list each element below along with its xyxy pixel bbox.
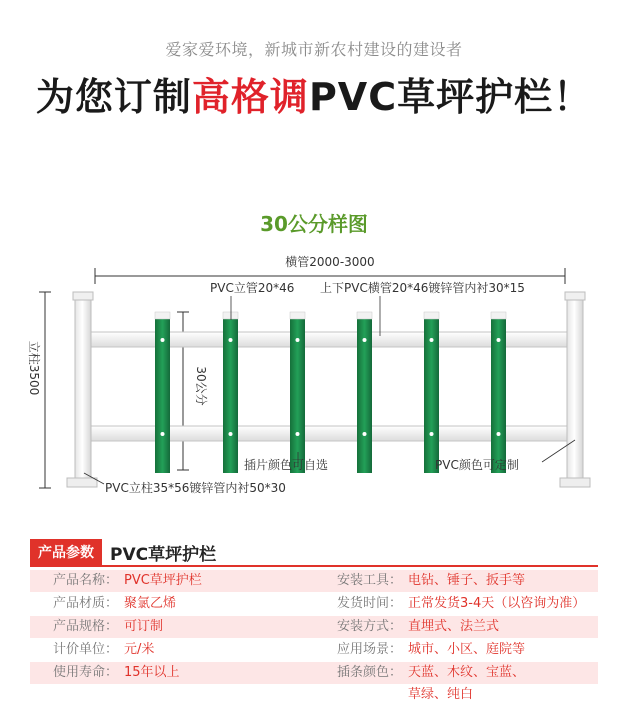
panel-height-label: 30公分	[194, 366, 208, 406]
picket	[155, 312, 170, 473]
fence-diagram	[0, 240, 628, 510]
param-key: 产品名称：	[52, 573, 118, 588]
params-product-name: PVC草坪护栏	[110, 544, 217, 565]
params-header	[30, 540, 216, 564]
picket	[424, 312, 439, 473]
picket	[357, 312, 372, 473]
post-height-label: 立柱3500	[27, 340, 41, 396]
param-value: 可订制	[124, 619, 164, 634]
picket	[491, 312, 506, 473]
param-value: 元/米	[124, 642, 155, 657]
table-row	[30, 616, 598, 638]
headline-post: PVC草坪护栏！	[308, 75, 593, 119]
picket	[290, 312, 305, 473]
param-value: 城市、小区、庭院等	[408, 642, 526, 657]
headline-pre: 为您订制	[35, 75, 192, 119]
param-key: 产品材质：	[52, 596, 118, 611]
table-row	[30, 593, 598, 615]
table-row	[30, 639, 598, 661]
table-row	[30, 685, 598, 705]
param-value: 直埋式、法兰式	[408, 619, 500, 634]
rail-length-dimension	[95, 254, 565, 284]
tagline: 爱家爱环境，新城市新农村建设的建设者	[165, 40, 463, 59]
picket-spec-label: PVC立管20*46	[210, 281, 295, 295]
param-value: 天蓝、木纹、宝蓝、	[408, 665, 526, 680]
insert-color-label: 插片颜色可自选	[244, 458, 329, 472]
param-key: 安装方式：	[336, 619, 402, 634]
params-badge: 产品参数	[30, 539, 102, 565]
param-key: 产品规格：	[52, 619, 118, 634]
sample-title: 30公分样图	[260, 212, 368, 236]
param-key: 使用寿命：	[52, 665, 118, 680]
rail-spec-label: 上下PVC横管20*46镀锌管内衬30*15	[320, 281, 525, 295]
table-row	[30, 662, 598, 684]
param-value: PVC草坪护栏	[124, 573, 202, 588]
param-value: 电钻、锤子、扳手等	[408, 573, 526, 588]
picket	[223, 312, 238, 473]
param-value: 正常发货3-4天（以咨询为准）	[408, 596, 586, 611]
param-key: 安装工具：	[336, 573, 402, 588]
param-value: 聚氯乙烯	[124, 596, 177, 611]
headline	[0, 66, 628, 121]
param-value: 草绿、纯白	[408, 687, 474, 702]
param-key: 应用场景：	[336, 642, 402, 657]
table-row	[30, 570, 598, 592]
right-post	[560, 292, 590, 487]
param-key: 插条颜色：	[336, 665, 402, 680]
headline-highlight: 高格调	[191, 75, 309, 119]
post-spec-label: PVC立柱35*56镀锌管内衬50*30	[105, 481, 286, 495]
pvc-color-label: PVC颜色可定制	[435, 458, 519, 472]
rail-length-label: 横管2000-3000	[285, 255, 375, 269]
params-divider	[30, 565, 598, 567]
params-table	[30, 570, 598, 706]
param-value: 15年以上	[124, 665, 180, 680]
left-post	[67, 292, 97, 487]
param-key: 计价单位：	[52, 642, 118, 657]
post-height-dimension	[27, 292, 51, 488]
param-key: 发货时间：	[336, 596, 402, 611]
